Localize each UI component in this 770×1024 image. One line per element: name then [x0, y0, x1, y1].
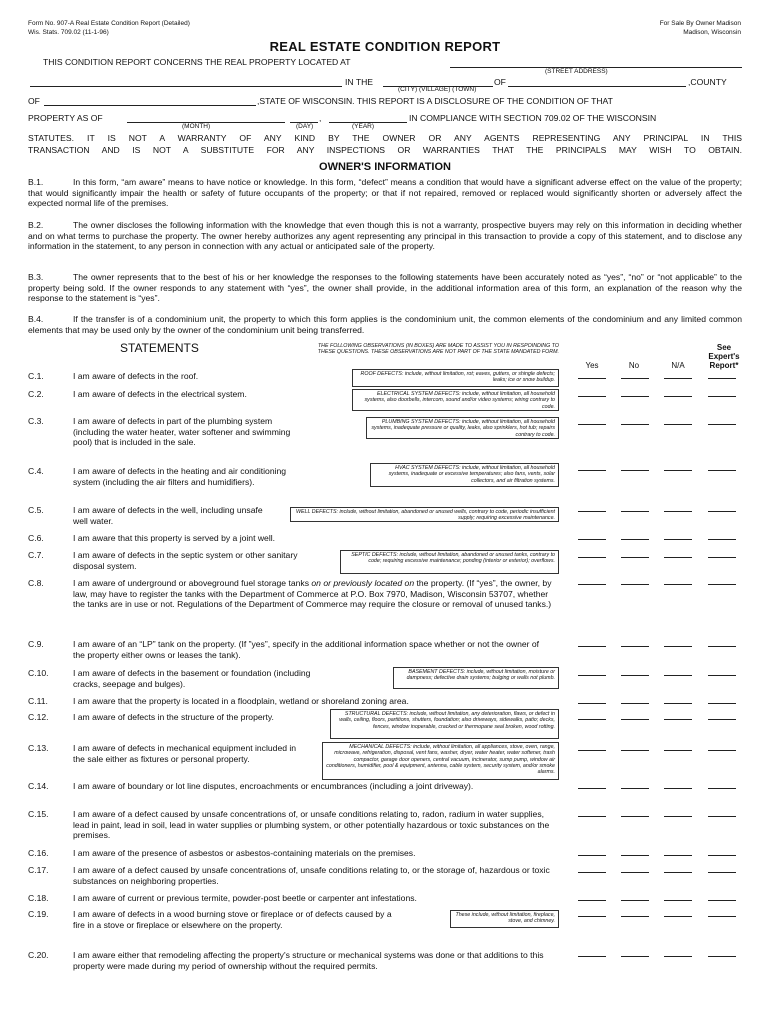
answer-blank-na[interactable]: [664, 719, 692, 720]
statement-number: C.20.: [28, 950, 49, 960]
observation-box: WELL DEFECTS: include, without limitation, abandoned or unused wells, contrary to code, periodic insufficient supply; requiring excessive maintenance.: [290, 507, 559, 522]
answer-blank-no[interactable]: [621, 539, 649, 540]
col-na: N/A: [671, 361, 685, 370]
answer-blank-expert-report[interactable]: [708, 424, 736, 425]
b1-paragraph: In this form, “am aware” means to have notice or knowledge. In this form, “defect” means a condition that would have a significant adverse effect on the value of the property; that would significantly impair the health or safety of future occupants of the property; or that if not repaired, removed or replaced would significantly shorten or adversely affect the expected normal life of the premises.: [28, 177, 742, 208]
answer-blank-expert-report[interactable]: [708, 396, 736, 397]
statement-text: I am aware of defects in mechanical equipment included in the sale either as fixtures or personal property.: [73, 743, 297, 764]
answer-blank-yes[interactable]: [578, 557, 606, 558]
answer-blank-no[interactable]: [621, 378, 649, 379]
statement-number: C.6.: [28, 533, 44, 543]
statements-heading: STATEMENTS: [120, 341, 199, 355]
concerns-text: THIS CONDITION REPORT CONCERNS THE REAL PROPERTY LOCATED AT: [43, 57, 351, 67]
statement-text: I am aware that this property is served by a joint well.: [73, 533, 276, 543]
answer-blank-yes[interactable]: [578, 470, 606, 471]
answer-blank-expert-report[interactable]: [708, 703, 736, 704]
state-disclosure-text: ,STATE OF WISCONSIN. THIS REPORT IS A DISCLOSURE OF THE CONDITION OF THAT: [257, 96, 613, 106]
statement-number: C.16.: [28, 848, 49, 858]
answer-blank-na[interactable]: [664, 956, 692, 957]
property-as-of-text: PROPERTY AS OF: [28, 113, 103, 123]
statement-text: I am aware of defects in the septic system or other sanitary disposal system.: [73, 550, 298, 571]
of-text: OF: [494, 77, 506, 87]
statement-number: C.5.: [28, 505, 44, 515]
answer-blank-yes[interactable]: [578, 539, 606, 540]
col-see: See: [716, 343, 732, 352]
statement-number: C.14.: [28, 781, 49, 791]
statement-number: C.1.: [28, 371, 44, 381]
publisher-location: Madison, Wisconsin: [683, 29, 741, 36]
statement-text: I am aware that the property is located in a floodplain, wetland or shoreland zoning area.: [73, 696, 409, 706]
publisher-name: For Sale By Owner Madison: [659, 20, 741, 27]
answer-blank-na[interactable]: [664, 750, 692, 751]
answer-blank-no[interactable]: [621, 872, 649, 873]
statement-number: C.18.: [28, 893, 49, 903]
answer-blank-na[interactable]: [664, 855, 692, 856]
answer-blank-na[interactable]: [664, 900, 692, 901]
answer-blank-no[interactable]: [621, 788, 649, 789]
statement-text: I am aware of defects in part of the plumbing system (including the water heater, water softener and swimming pool) that is included in the sale.: [73, 416, 291, 447]
answer-blank-na[interactable]: [664, 703, 692, 704]
year-label: (YEAR): [352, 123, 375, 130]
answer-blank-no[interactable]: [621, 916, 649, 917]
answer-blank-no[interactable]: [621, 646, 649, 647]
statement-text: I am aware of a defect caused by unsafe concentrations of, or unsafe conditions relating to, radon, radium in water supplies, lead in paint, lead in soil, lead in water supplies or plumbing system, or other potentially hazardous or toxic substances on the premises.: [73, 809, 550, 840]
answer-blank-no[interactable]: [621, 557, 649, 558]
b3-paragraph: The owner represents that to the best of his or her knowledge the responses to the following statements have been accurately noted as “yes”, “no” or “not applicable” to the property being sold. If the owner responds to any statement with “yes”, the owner shall provide, in the additional information area of this form, an explanation of the reason why the response to the statement is “yes”.: [28, 272, 742, 303]
in-the-text: IN THE: [345, 77, 374, 87]
answer-blank-na[interactable]: [664, 788, 692, 789]
statement-text: I am aware of defects in the roof.: [73, 371, 199, 381]
answer-blank-no[interactable]: [621, 511, 649, 512]
form-number: Form No. 907-A Real Estate Condition Report (Detailed): [28, 20, 190, 27]
observation-box: These include, without limitation, fireplace, stove, and chimney.: [450, 910, 559, 928]
answer-blank-no[interactable]: [621, 424, 649, 425]
answer-blank-expert-report[interactable]: [708, 788, 736, 789]
answer-blank-yes[interactable]: [578, 750, 606, 751]
col-report: Report*: [709, 361, 739, 370]
answer-blank-expert-report[interactable]: [708, 470, 736, 471]
answer-blank-expert-report[interactable]: [708, 750, 736, 751]
answer-blank-yes[interactable]: [578, 703, 606, 704]
observation-box: PLUMBING SYSTEM DEFECTS: include, without limitation, all household systems, inadequate pressure or quality, leaks, also sprinklers, hot tub; repairs contrary to code.: [366, 417, 559, 439]
answer-blank-no[interactable]: [621, 396, 649, 397]
answer-blank-yes[interactable]: [578, 816, 606, 817]
owners-info-heading: OWNER'S INFORMATION: [319, 161, 451, 173]
answer-blank-yes[interactable]: [578, 956, 606, 957]
observation-box: HVAC SYSTEM DEFECTS: include, without limitation, all household systems, inadequate or excessive temperatures; also fans, vents, solar collectors, and air filtration systems.: [370, 463, 559, 487]
answer-blank-expert-report[interactable]: [708, 646, 736, 647]
answer-blank-yes[interactable]: [578, 788, 606, 789]
answer-blank-na[interactable]: [664, 557, 692, 558]
statement-text: I am aware of defects in the heating and air conditioning system (including the air filters and humidifiers).: [73, 466, 287, 487]
answer-blank-na[interactable]: [664, 584, 692, 585]
b2-number: B.2.: [28, 220, 44, 230]
statement-number: C.19.: [28, 909, 49, 919]
statement-text: I am aware of defects in a wood burning stove or fireplace or of defects caused by a fire in a stove or fireplace or elsewhere on the property.: [73, 909, 392, 930]
statement-number: C.10.: [28, 668, 49, 678]
answer-blank-no[interactable]: [621, 900, 649, 901]
answer-blank-na[interactable]: [664, 872, 692, 873]
answer-blank-yes[interactable]: [578, 916, 606, 917]
statement-number: C.3.: [28, 416, 44, 426]
answer-blank-no[interactable]: [621, 675, 649, 676]
statutes-line-1: STATUTES. IT IS NOT A WARRANTY OF ANY KIND BY THE OWNER OR ANY AGENTS REPRESENTING ANY PRINCIPAL IN THIS: [28, 133, 742, 143]
observation-box: SEPTIC DEFECTS: include, without limitation, abandoned or unused tanks, contrary to code; requiring excessive maintenance; ponding (interior or exterior); overflows.: [340, 550, 559, 574]
answer-blank-na[interactable]: [664, 539, 692, 540]
statement-text: I am aware either that remodeling affecting the property's structure or mechanical systems was done or that additions to this property were made during my period of ownership without the required permits.: [73, 950, 544, 971]
month-label: (MONTH): [182, 123, 211, 130]
answer-blank-yes[interactable]: [578, 675, 606, 676]
city-village-town-label: (CITY) (VILLAGE) (TOWN): [398, 86, 477, 93]
statement-number: C.13.: [28, 743, 49, 753]
answer-blank-no[interactable]: [621, 584, 649, 585]
answer-blank-na[interactable]: [664, 470, 692, 471]
answer-blank-na[interactable]: [664, 396, 692, 397]
street-address-label: (STREET ADDRESS): [545, 68, 608, 75]
answer-blank-expert-report[interactable]: [708, 956, 736, 957]
compliance-text: IN COMPLIANCE WITH SECTION 709.02 OF THE WISCONSIN: [409, 113, 657, 123]
county-name-field[interactable]: [44, 105, 256, 106]
statement-number: C.17.: [28, 865, 49, 875]
answer-blank-expert-report[interactable]: [708, 816, 736, 817]
observation-box: ROOF DEFECTS: include, without limitation, rot; eaves, gutters, or shingle defects; leaks; ice or snow buildup.: [352, 369, 559, 387]
col-experts: Expert's: [708, 352, 740, 361]
statement-text: I am aware of current or previous termite, powder-post beetle or carpenter ant infestations.: [73, 893, 417, 903]
b1-number: B.1.: [28, 177, 44, 187]
of-county-text: OF: [28, 96, 40, 106]
answer-blank-no[interactable]: [621, 956, 649, 957]
answer-blank-expert-report[interactable]: [708, 855, 736, 856]
answer-blank-expert-report[interactable]: [708, 916, 736, 917]
answer-blank-na[interactable]: [664, 511, 692, 512]
statement-text: I am aware of boundary or lot line disputes, encroachments or encumbrances (including a joint driveway).: [73, 781, 474, 791]
answer-blank-yes[interactable]: [578, 900, 606, 901]
answer-blank-no[interactable]: [621, 816, 649, 817]
statement-number: C.11.: [28, 696, 48, 706]
answer-blank-expert-report[interactable]: [708, 872, 736, 873]
b3-number: B.3.: [28, 272, 44, 282]
statement-number: C.7.: [28, 550, 44, 560]
statement-number: C.4.: [28, 466, 44, 476]
statement-text: I am aware of defects in the well, including unsafe well water.: [73, 505, 263, 526]
statement-number: C.2.: [28, 389, 44, 399]
answer-blank-na[interactable]: [664, 424, 692, 425]
answer-blank-no[interactable]: [621, 855, 649, 856]
answer-blank-expert-report[interactable]: [708, 378, 736, 379]
day-label: (DAY): [296, 123, 314, 130]
municipality-name-field[interactable]: [508, 86, 686, 87]
answer-blank-na[interactable]: [664, 916, 692, 917]
answer-blank-expert-report[interactable]: [708, 584, 736, 585]
answer-blank-no[interactable]: [621, 703, 649, 704]
answer-blank-no[interactable]: [621, 470, 649, 471]
page-title: REAL ESTATE CONDITION REPORT: [269, 39, 501, 54]
answer-blank-yes[interactable]: [578, 378, 606, 379]
answer-blank-na[interactable]: [664, 816, 692, 817]
answer-blank-na[interactable]: [664, 378, 692, 379]
b2-paragraph: The owner discloses the following information with the knowledge that even though this is not a warranty, prospective buyers may rely on this information in deciding whether and on what terms to purchase the property. The owner hereby authorizes any agent representing any principal in this transaction to provide a copy of this statement, and to disclose any information in the statement, to any person in connection with any actual or anticipated sale of the property.: [28, 220, 742, 251]
answer-blank-yes[interactable]: [578, 511, 606, 512]
statement-number: C.12.: [28, 712, 49, 722]
statement-text: I am aware of underground or aboveground fuel storage tanks on or previously located on the property. (If “yes”, the owner, by law, may have to register the tanks with the Department of Commerce at P.O. Box 7970, Madison, Wisconsin 53707, whether the tanks are in use or not. Regulations of the Department of Commerce may require the closure or removal of unused tanks.): [73, 578, 552, 609]
date-comma: ,: [319, 113, 322, 123]
answer-blank-yes[interactable]: [578, 396, 606, 397]
b4-paragraph: If the transfer is of a condominium unit, the property to which this form applies is the condominium unit, the common elements of the condominium and any limited common elements that may be used only by the owner of the condominium unit being transferred.: [28, 314, 742, 335]
answer-blank-expert-report[interactable]: [708, 557, 736, 558]
observation-box: STRUCTURAL DEFECTS: include, without limitation, any deterioration, flaws, or defect in walls, ceiling, floors, partitions, shutters, foundation; also driveways, sidewalks, patio; decks, fences, window inoperable, cracked or thermopane seal broken, wood rotting.: [330, 709, 559, 739]
answer-blank-no[interactable]: [621, 750, 649, 751]
answer-blank-yes[interactable]: [578, 646, 606, 647]
county-text: ,COUNTY: [688, 77, 727, 87]
statement-text: I am aware of defects in the electrical system.: [73, 389, 247, 399]
observation-box: MECHANICAL DEFECTS: include, without limitation, all appliances, stove, oven, range, microwave, refrigeration, disposal, vent fans, washer, dryer, water heater, water softener, trash compactor, garage door openers, central vacuum, incinerator, sump pump, window air conditioners, humidifier, pool & equipment, antenna, cable system, security system, and/or smoke alarms.: [322, 742, 559, 780]
answer-blank-yes[interactable]: [578, 872, 606, 873]
statement-text: I am aware of defects in the basement or foundation (including cracks, seepage and bulges).: [73, 668, 311, 689]
statement-number: C.8.: [28, 578, 44, 588]
answer-blank-na[interactable]: [664, 646, 692, 647]
statement-number: C.15.: [28, 809, 49, 819]
statement-text: I am aware of an “LP” tank on the property. (If ”yes”, specify in the additional information space whether or not the owner of the property either owns or leases the tank).: [73, 639, 540, 660]
b4-number: B.4.: [28, 314, 44, 324]
answer-blank-yes[interactable]: [578, 424, 606, 425]
answer-blank-expert-report[interactable]: [708, 511, 736, 512]
observation-box: BASEMENT DEFECTS: include, without limitation, moisture or dampness; defective drain systems; bulging or walls not plumb.: [393, 667, 559, 689]
answer-blank-yes[interactable]: [578, 719, 606, 720]
statement-text: I am aware of defects in the structure of the property.: [73, 712, 274, 722]
statute-reference: Wis. Stats. 709.02 (11-1-96): [28, 29, 109, 36]
statement-number: C.9.: [28, 639, 44, 649]
answer-blank-expert-report[interactable]: [708, 719, 736, 720]
statement-text: I am aware of the presence of asbestos or asbestos-containing materials on the premises.: [73, 848, 416, 858]
answer-blank-yes[interactable]: [578, 855, 606, 856]
answer-blank-no[interactable]: [621, 719, 649, 720]
statutes-line-2: TRANSACTION AND IS NOT A SUBSTITUTE FOR ANY INSPECTIONS OR WARRANTIES THAT THE PRINCIPALS MAY WISH TO OBTAIN.: [28, 145, 742, 155]
answer-blank-expert-report[interactable]: [708, 539, 736, 540]
answer-blank-expert-report[interactable]: [708, 900, 736, 901]
col-no: No: [628, 361, 640, 370]
observations-note: THE FOLLOWING OBSERVATIONS (IN BOXES) ARE MADE TO ASSIST YOU IN RESPOINDING TO THESE QUESTIONS. THESE OBSERVATIONS ARE NOT PART OF THE STATE MANDATED FORM.: [317, 343, 559, 356]
statement-text: I am aware of a defect caused by unsafe concentrations of, unsafe conditions relating to, or the storage of, hazardous or toxic substances on neighboring properties.: [73, 865, 550, 886]
answer-blank-na[interactable]: [664, 675, 692, 676]
answer-blank-yes[interactable]: [578, 584, 606, 585]
col-yes: Yes: [585, 361, 599, 370]
address-continued-field[interactable]: [30, 86, 342, 87]
observation-box: ELECTRICAL SYSTEM DEFECTS: include, without limitation, all household systems, also doorbells, intercom, sound and/or video systems; wiring contrary to code.: [352, 389, 559, 411]
answer-blank-expert-report[interactable]: [708, 675, 736, 676]
